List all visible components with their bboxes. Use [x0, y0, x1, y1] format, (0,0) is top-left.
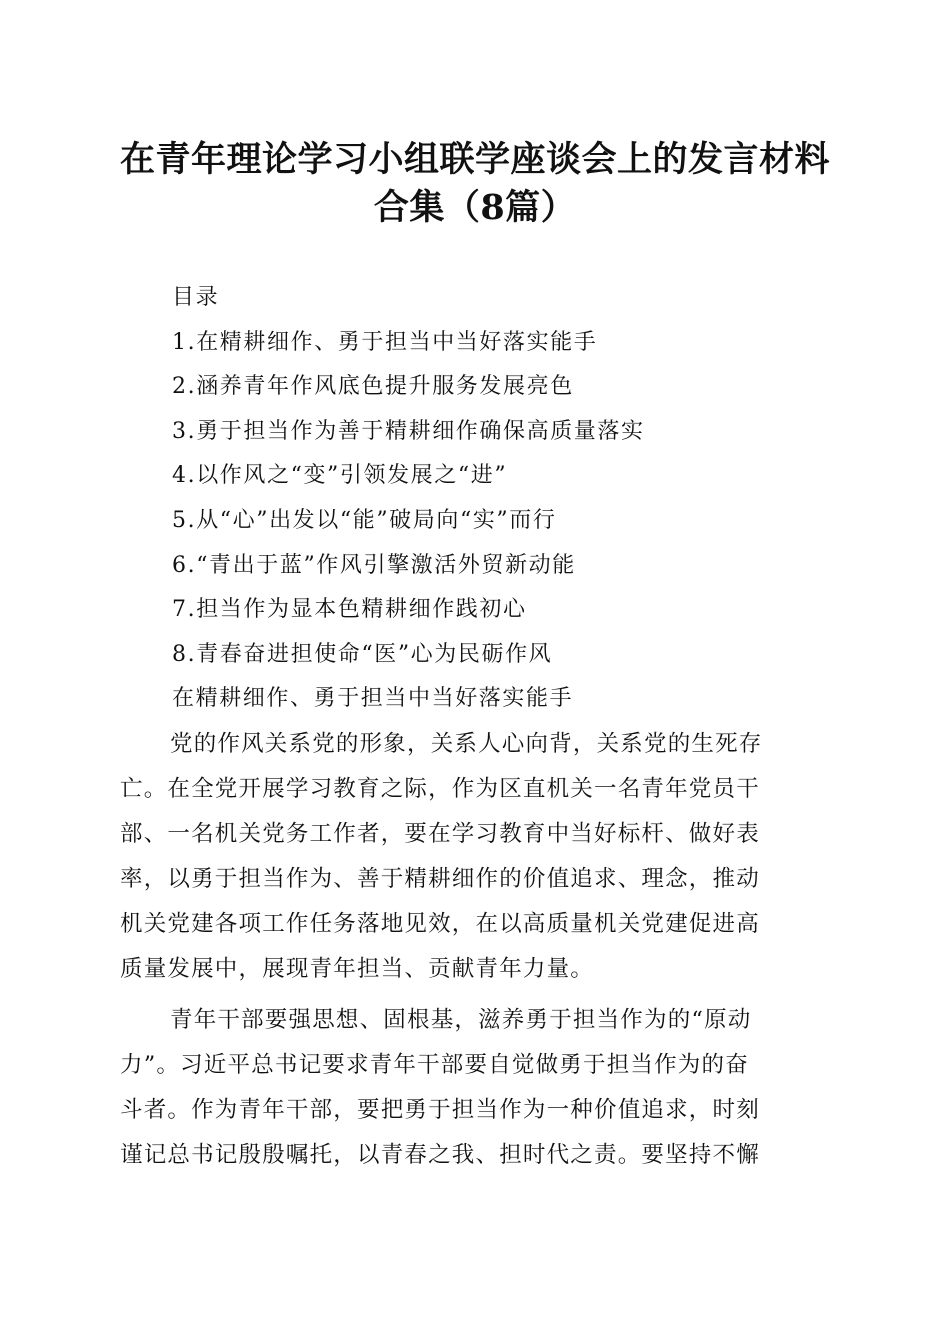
toc-item: 1.在精耕细作、勇于担当中当好落实能手 — [172, 329, 598, 355]
paragraph-line: 亡。在全党开展学习教育之际，作为区直机关一名青年党员干 — [120, 776, 760, 802]
paragraph-line: 党的作风关系党的形象，关系人心向背，关系党的生死存 — [170, 731, 763, 757]
title-line-1: 在青年理论学习小组联学座谈会上的发言材料 — [119, 139, 830, 180]
paragraph-line: 谨记总书记殷殷嘱托，以青春之我、担时代之责。要坚持不懈 — [120, 1142, 760, 1168]
table-of-contents — [172, 276, 645, 722]
paragraph-line: 质量发展中，展现青年担当、贡献青年力量。 — [120, 956, 595, 982]
document-title — [100, 136, 850, 232]
toc-item: 5.从“心”出发以“能”破局向“实”而行 — [172, 507, 557, 533]
toc-heading: 目录 — [172, 285, 220, 310]
toc-item: 2.涵养青年作风底色提升服务发展亮色 — [172, 374, 574, 400]
paragraph-1 — [120, 722, 824, 992]
paragraph-line: 力”。习近平总书记要求青年干部要自觉做勇于担当作为的奋 — [120, 1052, 749, 1078]
toc-item: 8.青春奋进担使命“医”心为民砺作风 — [172, 641, 553, 667]
paragraph-line: 青年干部要强思想、固根基，滋养勇于担当作为的“原动 — [170, 1007, 752, 1033]
paragraph-line: 机关党建各项工作任务落地见效，在以高质量机关党建促进高 — [120, 911, 760, 937]
toc-item: 6.“青出于蓝”作风引擎激活外贸新动能 — [172, 552, 576, 578]
toc-item: 4.以作风之“变”引领发展之“进” — [172, 463, 508, 489]
section-heading: 在精耕细作、勇于担当中当好落实能手 — [172, 686, 574, 712]
paragraph-line: 斗者。作为青年干部，要把勇于担当作为一种价值追求，时刻 — [120, 1097, 760, 1123]
paragraph-line: 率，以勇于担当作为、善于精耕细作的价值追求、理念，推动 — [120, 866, 760, 892]
toc-item: 7.担当作为显本色精耕细作践初心 — [172, 597, 527, 623]
title-line-2: 合集（8篇） — [373, 187, 577, 228]
paragraph-line: 部、一名机关党务工作者，要在学习教育中当好标杆、做好表 — [120, 821, 760, 847]
document-body — [120, 722, 824, 1178]
paragraph-2 — [120, 998, 824, 1178]
toc-item: 3.勇于担当作为善于精耕细作确保高质量落实 — [172, 418, 645, 444]
